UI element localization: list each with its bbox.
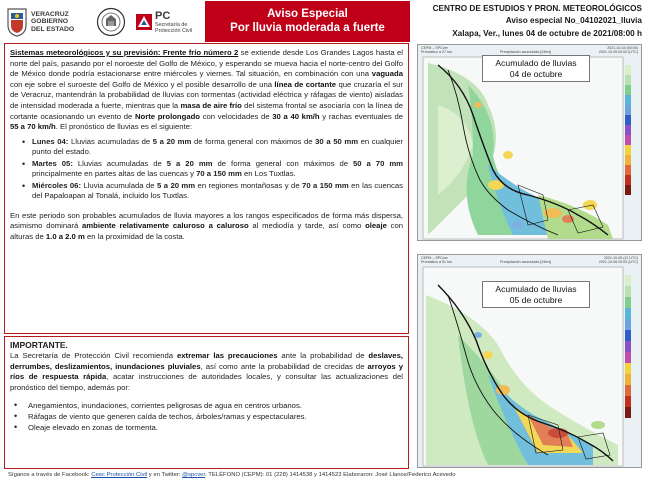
synoptic-paragraph <box>10 48 403 133</box>
synoptic-text-4: del sistema frontal se asociaría con la línea de cortante ocasionando un evento de <box>10 100 403 121</box>
forecast-day-item <box>24 181 403 202</box>
map-lead-time: Pronóstico a 51 hrs <box>421 260 452 264</box>
state-seal-icon <box>96 7 126 37</box>
map-variable: Precipitación acumulada [24hrs] <box>500 260 552 264</box>
header-logos <box>6 2 204 42</box>
forecast-day-amount: 70 a 150 mm <box>196 169 242 179</box>
pc-line-2: Protección Civil <box>155 27 193 34</box>
pc-line-1: Secretaría de <box>155 21 188 28</box>
center-name: CENTRO DE ESTUDIOS Y PRON. METEOROLÓGICOS <box>432 4 642 13</box>
forecast-day-amount: 70 a 150 mm <box>302 180 349 190</box>
twitter-link[interactable]: @spcver <box>182 472 206 478</box>
synoptic-bold-3: masa de aire frío <box>180 100 242 110</box>
forecast-day-label: Martes 05: <box>32 158 73 168</box>
rainfall-map-oct-05 <box>417 254 642 468</box>
map-title-box <box>482 281 590 308</box>
forecast-box <box>4 43 409 334</box>
alert-banner <box>205 1 410 42</box>
forecast-day-text: principalmente en partes altas de las cuencas y <box>32 169 197 179</box>
outlook-text-3: con alturas de <box>10 221 403 241</box>
map-title-box <box>482 55 590 82</box>
veracruz-line-1: VERACRUZ <box>31 10 69 18</box>
synoptic-lead: Sistemas meteorológicos y su previsión: Frente frío número 2 <box>10 48 239 57</box>
veracruz-line-3: DEL ESTADO <box>31 25 75 33</box>
forecast-day-label: Lunes 04: <box>32 136 69 146</box>
map-init: 2021-10-05 (12 UTC) <box>603 256 638 260</box>
footer-text-2: y en Twitter: <box>147 472 183 478</box>
banner-title: Aviso Especial <box>267 8 348 20</box>
map-producer-label: CEPM – SPCver <box>421 256 448 260</box>
synoptic-bold-6: 55 a 70 km/h <box>10 122 56 132</box>
important-text-1: La Secretaría de Protección Civil recomienda <box>10 351 177 360</box>
banner-subtitle: Por lluvia moderada a fuerte <box>230 22 385 34</box>
map-valid-time <box>599 256 638 264</box>
outlook-bold-3: 1.0 a 2.0 m <box>45 231 85 241</box>
pc-short: PC <box>155 9 171 22</box>
forecast-day-text: Lluvias acumuladas de <box>72 158 167 168</box>
outlook-paragraph <box>10 211 403 243</box>
hazard-item: • Ráfagas de viento que generen caída de techos, árboles/ramas y espectaculares. <box>14 411 403 422</box>
forecast-day-text: de forma general con máximos de <box>191 136 316 146</box>
map-valid: 2021-10-06 00:00 (UTC) <box>598 260 638 264</box>
forecast-day-amount: 30 a 50 mm <box>315 136 359 146</box>
synoptic-text-2: con eje sobre el suroeste del Golfo de México y el posible desarrollo de una <box>10 79 275 89</box>
forecast-day-item <box>24 137 403 158</box>
footer-text-3: . TELÉFONO (CEPM): 01 (228) 1414538 y 1414523 Elaboraron: José Llanos/Federico Acevedo <box>205 472 456 478</box>
map-date: 04 de octubre <box>509 68 563 79</box>
forecast-day-text: Lluvia acumulada de <box>81 180 158 190</box>
aviso-number: Aviso especial No_04102021_lluvia <box>505 16 642 26</box>
center-info <box>414 3 642 40</box>
veracruz-line-2: GOBIERNO <box>31 18 69 26</box>
important-text-2: ante la probabilidad de <box>277 351 369 360</box>
important-bold-2: deslaves, derrumbes, deslizamientos, inundaciones pluviales <box>10 351 403 371</box>
daily-forecast-list <box>24 137 403 202</box>
map-valid-time <box>599 46 638 54</box>
important-box <box>4 336 409 469</box>
map-init: 2021-10-04 (00:00) <box>607 46 638 50</box>
map-date: 05 de octubre <box>509 294 563 305</box>
issue-date: Xalapa, Ver., lunes 04 de octubre de 2021/08:00 h <box>452 28 642 38</box>
map-producer <box>421 256 452 264</box>
forecast-day-amount: 5 a 20 mm <box>157 180 196 190</box>
synoptic-text-5: con velocidades de <box>200 111 273 121</box>
forecast-day-text: en cualquier punto del estado. <box>32 136 403 157</box>
map-producer <box>421 46 452 54</box>
outlook-text-4: en la proximidad de la costa. <box>84 231 185 241</box>
footer-text-1: Síganos a través de Facebook: <box>8 472 92 478</box>
synoptic-bold-4: Norte prolongado <box>134 111 200 121</box>
hazard-list <box>14 400 403 433</box>
veracruz-shield-icon <box>6 7 28 37</box>
synoptic-text-3: que cruzaría el sur de Veracruz, mantendrán la probabilidad de lluvias con tormentas (actividad eléctrica y ráfagas de viento) aisladas de intensidad moderada a fuerte, mientras que la <box>10 79 403 110</box>
map-valid: 2021-10-05 00:00 (UTC) <box>598 50 638 54</box>
veracruz-logo <box>6 7 84 37</box>
outlook-text-2: al mediodía y tarde, así como <box>248 221 366 231</box>
pc-triangle-icon <box>136 14 152 30</box>
important-bold-1: extremar las precauciones <box>176 351 278 360</box>
forecast-day-text: en Los Tuxtlas. <box>241 169 296 179</box>
synoptic-text-1: se extiende desde Los Grandes Lagos hasta el norte del país, pasando por el noroeste del Golfo de México, y esperando se mueva hacia el norte-centro del Golfo de México donde podría estacionarse entre miércoles y viernes. Tal situación, en combinación con una <box>10 48 403 79</box>
map-producer-label: CEPM – SPCver <box>421 46 448 50</box>
forecast-day-amount: 5 a 20 mm <box>152 136 192 146</box>
outlook-bold-1: ambiente relativamente caluroso a caluroso <box>82 221 249 231</box>
forecast-day-text: en las cuencas del Papaloapan al Tonalá, incluido los Tuxtlas. <box>32 180 404 201</box>
map-variable: Precipitación acumulada [24hrs] <box>500 50 552 54</box>
forecast-day-item <box>24 159 403 180</box>
important-paragraph <box>10 351 403 393</box>
forecast-day-amount: 50 a 70 mm <box>353 158 404 168</box>
outlook-bold-2: oleaje <box>365 221 387 231</box>
forecast-day-text: en regiones montañosas y de <box>195 180 303 190</box>
map-title: Acumulado de lluvias <box>495 58 577 68</box>
synoptic-bold-1: vaguada <box>371 69 403 79</box>
forecast-day-amount: 5 a 20 mm <box>166 158 213 168</box>
important-text-3: , así como ante la probabilidad de crecidas de <box>200 361 368 371</box>
forecast-day-text: de forma general con máximos de <box>212 158 353 168</box>
footer <box>8 472 644 478</box>
synoptic-bold-2: línea de cortante <box>274 79 337 89</box>
hazard-item: • Oleaje elevado en zonas de tormenta. <box>14 422 403 433</box>
forecast-day-text: Lluvias acumuladas de <box>68 136 153 146</box>
synoptic-text-7: . El pronóstico de lluvias es el siguiente: <box>55 122 193 132</box>
important-text-4: , acatar instrucciones de autoridades locales, y consultar las actualizaciones del pronóstico del tiempo, además por: <box>10 372 404 392</box>
forecast-day-label: Miércoles 06: <box>32 180 82 190</box>
important-bold-3: arroyos y ríos de respuesta rápida <box>10 361 403 382</box>
facebook-link[interactable]: Ceec Protección Civil <box>91 472 148 478</box>
proteccion-civil-logo <box>136 11 192 34</box>
rainfall-map-oct-04 <box>417 44 642 241</box>
map-title: Acumulado de lluvias <box>495 284 577 294</box>
hazard-item: • Anegamientos, inundaciones, corrientes peligrosas de agua en centros urbanos. <box>14 400 403 411</box>
important-title: IMPORTANTE. <box>10 340 68 350</box>
outlook-text-1: En este periodo son probables acumulados de lluvia mayores a los rangos especificados de forma más dispersa, asimismo dominará <box>10 210 403 231</box>
synoptic-bold-5: 30 a 40 km/h <box>272 111 320 121</box>
synoptic-text-6: y rachas eventuales de <box>319 111 403 121</box>
map-lead-time: Pronóstico a 27 hrs <box>421 50 452 54</box>
